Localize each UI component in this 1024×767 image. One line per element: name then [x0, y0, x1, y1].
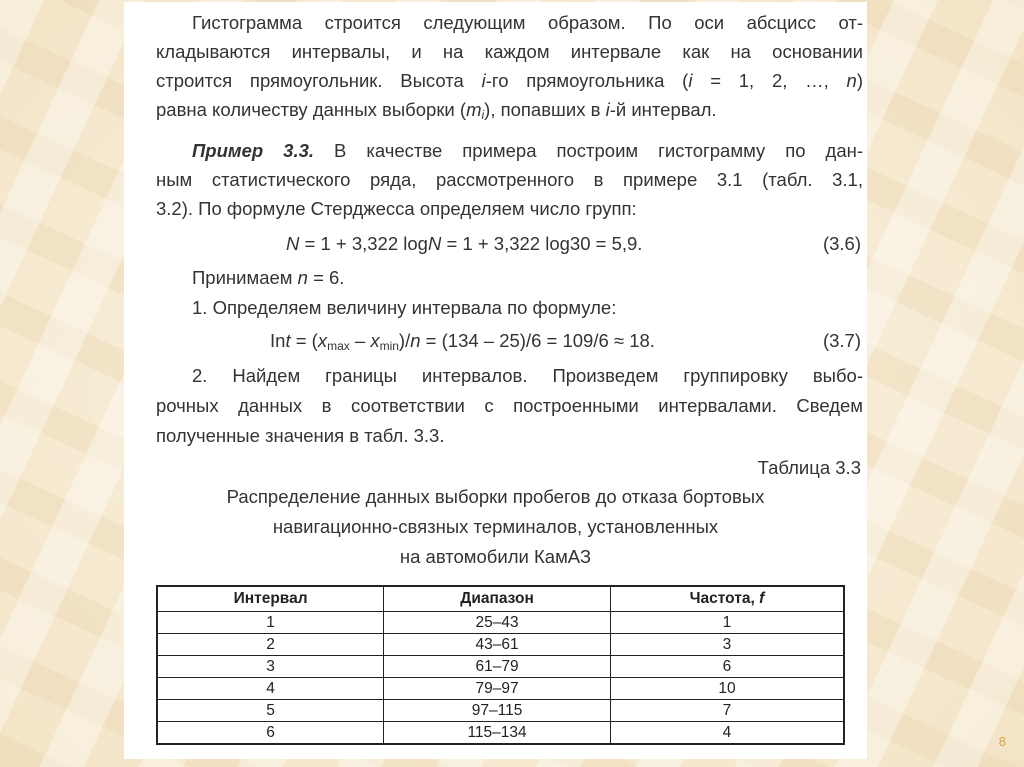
table-row	[157, 634, 844, 656]
text-line: 2. Найдем границы интервалов. Произведем группировку выбо-	[192, 365, 863, 386]
cell: 4	[610, 722, 844, 745]
cell: 10	[610, 678, 844, 700]
header-interval: Интервал	[157, 586, 384, 612]
cell: 7	[610, 700, 844, 722]
example-heading-line: Пример 3.3. В качестве примера построим гистограмму по дан-	[192, 140, 863, 161]
text-line: Принимаем n = 6.	[192, 267, 345, 288]
table-row	[157, 612, 844, 634]
cell: 25–43	[384, 612, 611, 634]
header-frequency: Частота, f	[610, 586, 844, 612]
table-title-line: навигационно-связных терминалов, установленных	[272, 516, 719, 537]
cell: 6	[157, 722, 384, 745]
example-label: Пример 3.3.	[192, 140, 315, 161]
cell: 97–115	[384, 700, 611, 722]
table-row	[157, 722, 844, 745]
cell: 43–61	[384, 634, 611, 656]
text-line: строится прямоугольник. Высота i-го прямоугольника (i = 1, 2, …, n)	[156, 70, 863, 91]
formula-sturges: N = 1 + 3,322 logN = 1 + 3,322 log30 = 5,9.	[286, 233, 643, 254]
table-title-line: Распределение данных выборки пробегов до отказа бортовых	[226, 486, 765, 507]
cell: 1	[157, 612, 384, 634]
formula-number: (3.6)	[822, 233, 861, 254]
cell: 3	[157, 656, 384, 678]
text-line: кладываются интервалы, и на каждом интервале как на основании	[156, 41, 863, 62]
cell: 5	[157, 700, 384, 722]
text-line: ным статистического ряда, рассмотренного в примере 3.1 (табл. 3.1,	[156, 169, 863, 190]
formula-number: (3.7)	[822, 330, 861, 351]
cell: 79–97	[384, 678, 611, 700]
table-title-line: на автомобили КамАЗ	[399, 546, 592, 567]
cell: 6	[610, 656, 844, 678]
document-page	[124, 2, 867, 759]
cell: 3	[610, 634, 844, 656]
table-row	[157, 700, 844, 722]
slide-number: 8	[998, 734, 1006, 749]
cell: 2	[157, 634, 384, 656]
table-header-row	[157, 586, 844, 612]
text-line: 3.2). По формуле Стерджесса определяем число групп:	[156, 198, 637, 219]
distribution-table	[156, 585, 845, 745]
table-row	[157, 678, 844, 700]
formula-interval: Int = $(x_{max} - x_{min})/n = (134 - 25)/6 = 109/6 \approx 18$.	[270, 330, 655, 353]
text-line: полученные значения в табл. 3.3.	[156, 425, 445, 446]
header-range: Диапазон	[384, 586, 611, 612]
text-line: 1. Определяем величину интервала по формуле:	[192, 297, 617, 318]
cell: 1	[610, 612, 844, 634]
table-label: Таблица 3.3	[757, 457, 861, 478]
cell: 4	[157, 678, 384, 700]
table-row	[157, 656, 844, 678]
text-line: Гистограмма строится следующим образом. По оси абсцисс от-	[192, 12, 863, 33]
text-line: равна количеству данных выборки $(m_i)$, попавших в i-й интервал.	[156, 99, 717, 122]
cell: 115–134	[384, 722, 611, 745]
text-line: рочных данных в соответствии с построенными интервалами. Сведем	[156, 395, 863, 416]
cell: 61–79	[384, 656, 611, 678]
